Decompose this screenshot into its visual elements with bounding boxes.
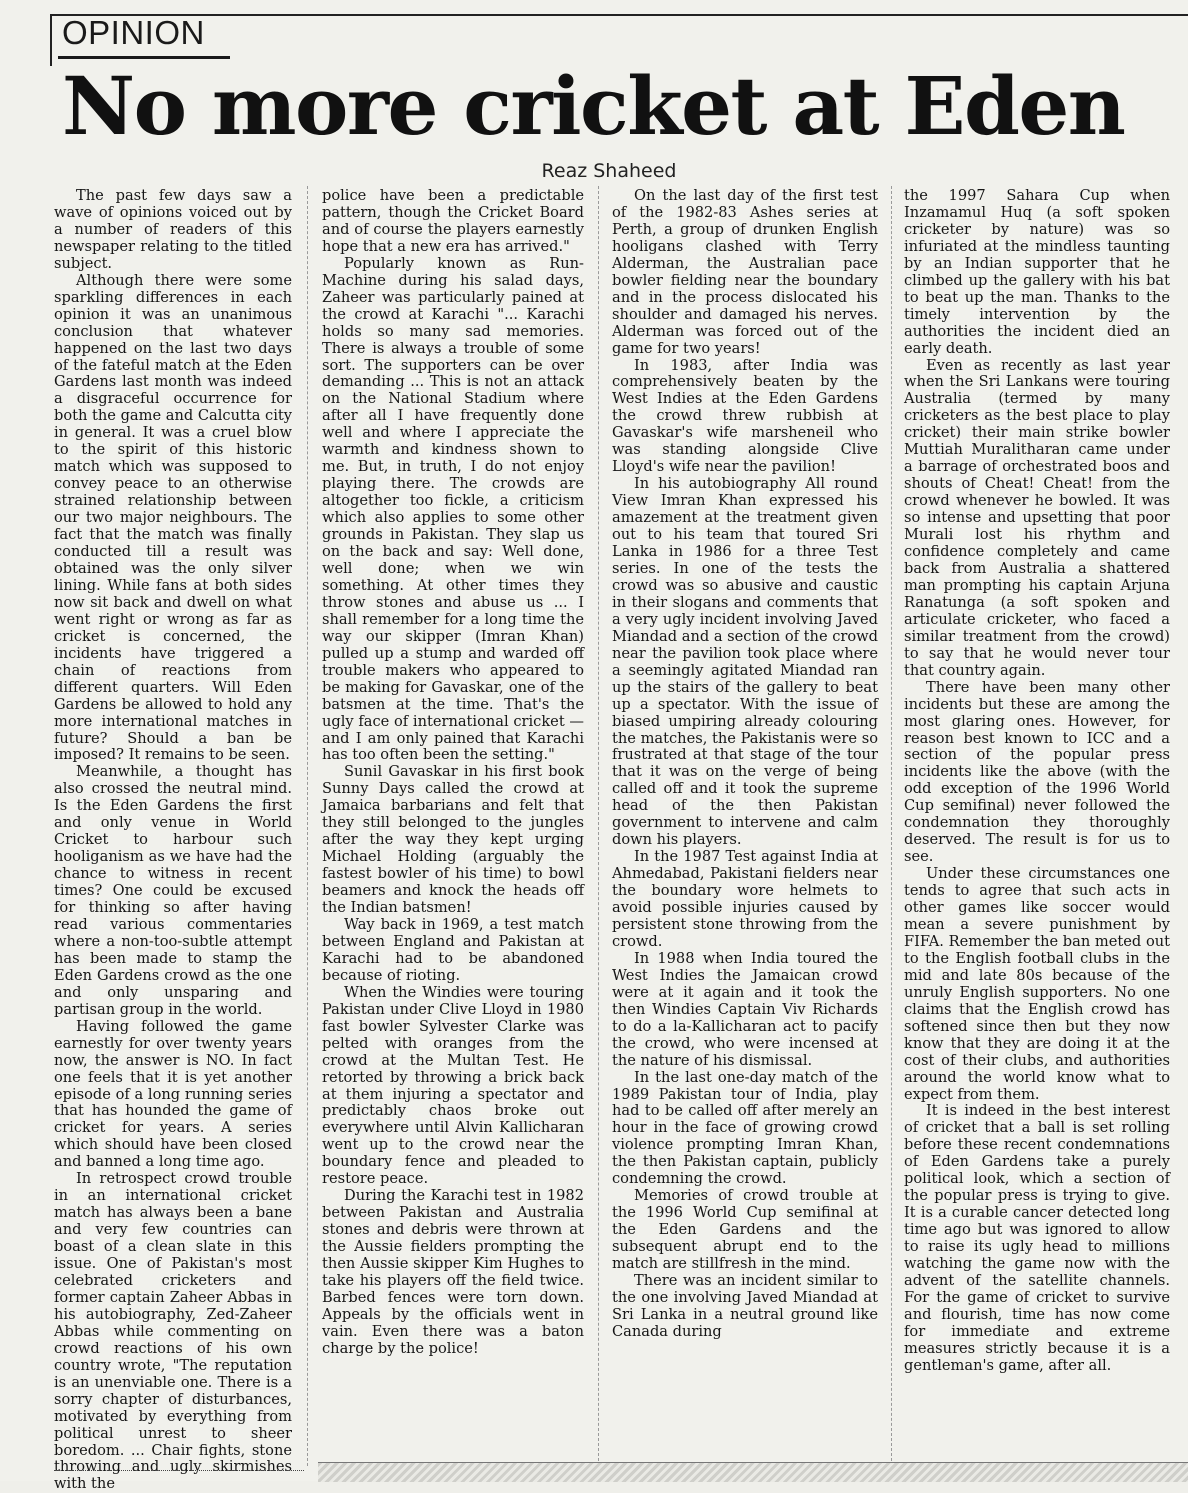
byline: Reaz Shaheed xyxy=(541,160,677,182)
paragraph: On the last day of the first test of the 1982-83 Ashes series at Perth, a group of drunken English hooligans clashed with Terry Alderman, the Australian pace bowler fielding near the boundary and in the process dislocated his shoulder and damaged his nerves. Alderman was forced out of the game for two years! xyxy=(612,187,878,357)
paragraph: During the Karachi test in 1982 between Pakistan and Australia stones and debris were thrown at the Aussie fielders prompting the then Aussie skipper Kim Hughes to take his players off the field twice. Barbed fences were torn down. Appeals by the officials went in vain. Even there was a baton charge by the police! xyxy=(322,1187,584,1357)
paragraph: It is indeed in the best interest of cricket that a ball is set rolling before these recent condemnations of Eden Gardens take a purely political look, which a section of the popular press is trying to give. It is a curable cancer detected long time ago but was ignored to allow to raise its ugly head to millions watching the game now with the advent of the satellite channels. For the game of cricket to survive and flourish, time has now come for immediate and extreme measures strictly because it is a gentleman's game, after all. xyxy=(904,1102,1170,1374)
section-label: OPINION xyxy=(62,14,205,51)
paragraph: Sunil Gavaskar in his first book Sunny Days called the crowd at Jamaica barbarians and felt that they still belonged to the jungles after the way they kept urging Michael Holding (arguably the fastest bowler of his time) to bowl beamers and knock the heads off the Indian batsmen! xyxy=(322,763,584,917)
article-column-1 xyxy=(54,188,292,1493)
paragraph: When the Windies were touring Pakistan under Clive Lloyd in 1980 fast bowler Sylvester Clarke was pelted with oranges from the crowd at the Multan Test. He retorted by throwing a brick back at them injuring a spectator and predictably chaos broke out everywhere until Alvin Kallicharan went up to the crowd near the boundary fence and pleaded to restore peace. xyxy=(322,983,584,1188)
headline: No more cricket at Eden xyxy=(62,59,1125,153)
paragraph: In the 1987 Test against India at Ahmedabad, Pakistani fielders near the boundary wore helmets to avoid possible injuries caused by persistent stone throwing from the crowd. xyxy=(612,848,878,950)
paragraph: In retrospect crowd trouble in an international cricket match has always been a bane and very few countries can boast of a clean slate in this issue. One of Pakistan's most celebrated cricketers and former captain Zaheer Abbas in his autobiography, Zed-Zaheer Abbas while commenting on crowd reactions of his own country wrote, "The reputation is an unenviable one. There is a sorry chapter of disturbances, motivated by everything from political unrest to sheer boredom. ... Chair fights, stone throwing and ugly skirmishes with the xyxy=(54,1170,292,1493)
article-column-4 xyxy=(904,188,1170,1375)
paragraph: Way back in 1969, a test match between England and Pakistan at Karachi had to be abandoned because of rioting. xyxy=(322,915,584,984)
article-column-2 xyxy=(322,188,584,1358)
paragraph: Even as recently as last year when the Sri Lankans were touring Australia (termed by many cricketers as the best place to play cricket) their main strike bowler Muttiah Muralitharan came under a barrage of orchestrated boos and shouts of Cheat! Cheat! from the crowd whenever he bowled. It was so intense and upsetting that poor Murali lost his rhythm and confidence completely and came back from Australia a shattered man prompting his captain Arjuna Ranatunga (a soft spoken and articulate cricketer, who faced a similar treatment from the crowd) to say that he would never tour that country again. xyxy=(904,356,1170,679)
bottom-scan-edge xyxy=(318,1462,1188,1482)
frame-left-rule xyxy=(50,14,52,66)
paragraph: Under these circumstances one tends to agree that such acts in other games like soccer would mean a severe punishment by FIFA. Remember the ban meted out to the English football clubs in the mid and late 80s because of the unruly English supporters. No one claims that the English crowd has softened since then but they now know that they are doing it at the cost of their clubs, and authorities around the world know what to expect from them. xyxy=(904,865,1170,1103)
frame-top-rule xyxy=(50,14,1188,16)
paragraph: the 1997 Sahara Cup when Inzamamul Huq (a soft spoken cricketer by nature) was so infuriated at the mindless taunting by an Indian supporter that he climbed up the gallery with his bat to beat up the man. Thanks to the timely intervention by the authorities the incident died an early death. xyxy=(904,187,1170,357)
paragraph: Popularly known as Run-Machine during his salad days, Zaheer was particularly pained at the crowd at Karachi "... Karachi holds so many sad memories. There is always a trouble of some sort. The supporters can be over demanding ... This is not an attack on the National Stadium where after all I have frequently done well and where I appreciate the warmth and kindness shown to me. But, in truth, I do not enjoy playing there. The crowds are altogether too fickle, a criticism which also applies to some other grounds in Pakistan. They slap us on the back and say: Well done, well done; when we win something. At other times they throw stones and abuse us ... I shall remember for a long time the way our skipper (Imran Khan) pulled up a stump and warded off trouble makers who appeared to be making for Gavaskar, one of the batsmen at the time. That's the ugly face of international cricket — and I am only pained that Karachi has too often been the setting." xyxy=(322,254,584,764)
paragraph: Meanwhile, a thought has also crossed the neutral mind. Is the Eden Gardens the first and only venue in World Cricket to harbour such hooliganism as we have had the chance to witness in recent times? One could be excused for thinking so after having read various commentaries where a non-too-subtle attempt has been made to stamp the Eden Gardens crowd as the one and only unsparing and partisan group in the world. xyxy=(54,763,292,1018)
article-column-3 xyxy=(612,188,878,1341)
paragraph: police have been a predictable pattern, though the Cricket Board and of course the players earnestly hope that a new era has arrived." xyxy=(322,187,584,255)
paragraph: In his autobiography All round View Imran Khan expressed his amazement at the treatment given out to his team that toured Sri Lanka in 1986 for a three Test series. In one of the tests the crowd was so abusive and caustic in their slogans and comments that a very ugly incident involving Javed Miandad and a section of the crowd near the pavilion took place where a seemingly agitated Miandad ran up the stairs of the gallery to beat up a spectator. With the issue of biased umpiring already colouring the matches, the Pakistanis were so frustrated at that stage of the tour that it was on the verge of being called off and it took the supreme head of the then Pakistan government to intervene and calm down his players. xyxy=(612,475,878,849)
column-divider xyxy=(307,186,308,1466)
bottom-rule xyxy=(54,1470,304,1471)
paragraph: In 1988 when India toured the West Indies the Jamaican crowd were at it again and it took the then Windies Captain Viv Richards to do a la-Kallicharan act to pacify the crowd, who were incensed at the nature of his dismissal. xyxy=(612,949,878,1069)
column-divider xyxy=(891,186,892,1466)
paragraph: There was an incident similar to the one involving Javed Miandad at Sri Lanka in a neutral ground like Canada during xyxy=(612,1272,878,1340)
paragraph: There have been many other incidents but these are among the most glaring ones. However, for reason best known to ICC and a section of the popular press incidents like the above (with the odd exception of the 1996 World Cup semifinal) never followed the condemnation they thoroughly deserved. The result is for us to see. xyxy=(904,678,1170,866)
column-divider xyxy=(598,186,599,1466)
paragraph: Memories of crowd trouble at the 1996 World Cup semifinal at the Eden Gardens and the subsequent abrupt end to the match are stillfresh in the mind. xyxy=(612,1187,878,1273)
paragraph: Having followed the game earnestly for over twenty years now, the answer is NO. In fact one feels that it is yet another episode of a long running series that has hounded the game of cricket for years. A series which should have been closed and banned a long time ago. xyxy=(54,1017,292,1171)
paragraph: The past few days saw a wave of opinions voiced out by a number of readers of this newspaper relating to the titled subject. xyxy=(54,187,292,272)
paragraph: In the last one-day match of the 1989 Pakistan tour of India, play had to be called off after merely an hour in the face of growing crowd violence prompting Imran Khan, the then Pakistan captain, publicly condemning the crowd. xyxy=(612,1068,878,1188)
paragraph: Although there were some sparkling differences in each opinion it was an unanimous conclusion that whatever happened on the last two days of the fateful match at the Eden Gardens last month was indeed a disgraceful occurrence for both the game and Calcutta city in general. It was a cruel blow to the spirit of this historic match which was supposed to convey peace to an otherwise strained relationship between our two major neighbours. The fact that the match was finally conducted till a result was obtained was the only silver lining. While fans at both sides now sit back and dwell on what went right or wrong as far as cricket is concerned, the incidents have triggered a chain of reactions from different quarters. Will Eden Gardens be allowed to hold any more international matches in future? Should a ban be imposed? It remains to be seen. xyxy=(54,271,292,764)
paragraph: In 1983, after India was comprehensively beaten by the West Indies at the Eden Gardens the crowd threw rubbish at Gavaskar's wife marsheneil who was standing alongside Clive Lloyd's wife near the pavilion! xyxy=(612,356,878,476)
